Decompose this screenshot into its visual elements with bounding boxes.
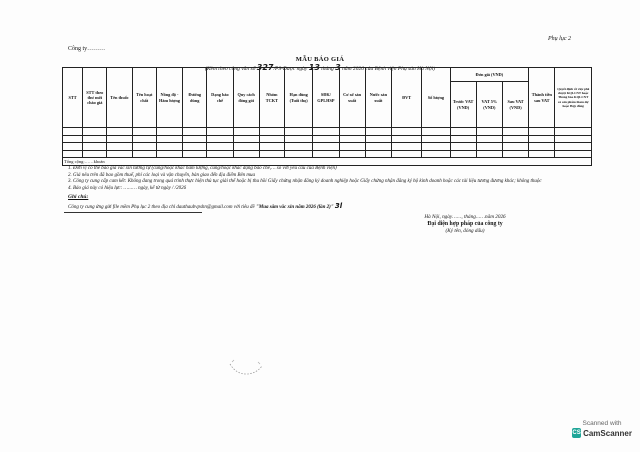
- table-cell: [259, 150, 284, 158]
- table-cell: [285, 143, 313, 151]
- table-cell: [132, 143, 156, 151]
- table-cell: [529, 135, 555, 143]
- table-cell: [529, 143, 555, 151]
- subtitle-prefix: (Kèm theo công văn số: [205, 66, 256, 72]
- table-cell: [285, 150, 313, 158]
- table-cell: [233, 150, 259, 158]
- note-item: 2. Giá nêu trên đã bao gồm thuế, phí các loại và vận chuyển, bàn giao đến địa điểm Bên mua: [68, 172, 256, 178]
- table-cell: [391, 150, 421, 158]
- table-cell: [422, 150, 450, 158]
- table-cell: [502, 150, 528, 158]
- col-group-unit-price: Đơn giá (VND): [450, 68, 529, 82]
- col-header-route: Đường dùng: [183, 68, 207, 128]
- table-cell: [207, 143, 233, 151]
- table-cell: [339, 128, 365, 136]
- handwritten-mark: 3l: [334, 202, 343, 210]
- col-header-before-vat: Trước VAT (VND): [450, 82, 476, 128]
- subtitle-suffix: năm 2026 của Bệnh viện Phụ sản Hà Nội): [342, 66, 435, 72]
- table-cell: [450, 150, 476, 158]
- table-cell: [422, 143, 450, 151]
- col-header-shelf-life: Hạn dùng (Tuổi thọ): [285, 68, 313, 128]
- representative-title: Đại diện hợp pháp của công ty: [427, 221, 503, 227]
- table-cell: [233, 135, 259, 143]
- col-header-country: Nước sản xuất: [365, 68, 391, 128]
- camscanner-icon: CS: [572, 430, 581, 436]
- table-cell: [313, 128, 339, 136]
- col-header-concentration: Nồng độ - Hàm lượng: [156, 68, 182, 128]
- col-header-active-ingredient: Tên hoạt chất: [132, 68, 156, 128]
- table-cell: [63, 128, 83, 136]
- table-cell: [83, 135, 107, 143]
- sign-instruction: (Ký tên, đóng dấu): [445, 228, 485, 234]
- note-heading: Ghi chú:: [68, 194, 89, 200]
- table-cell: [555, 143, 592, 151]
- signature-block: [395, 214, 535, 235]
- table-cell: [339, 143, 365, 151]
- table-cell: [285, 128, 313, 136]
- table-cell: [365, 128, 391, 136]
- price-quote-table: [62, 67, 592, 166]
- col-header-packaging: Quy cách đóng gói: [233, 68, 259, 128]
- submission-instruction: [68, 202, 342, 210]
- table-cell: [259, 128, 284, 136]
- table-cell: [450, 128, 476, 136]
- table-cell: [132, 128, 156, 136]
- table-cell: [476, 128, 502, 136]
- col-header-vat: VAT 5% (VND): [476, 82, 502, 128]
- table-cell: [156, 143, 182, 151]
- place-date: Hà Nội, ngày……, tháng……năm 2026: [424, 214, 506, 220]
- table-row: [63, 150, 592, 158]
- table-cell: [391, 128, 421, 136]
- table-cell: [422, 135, 450, 143]
- divider: [64, 212, 202, 213]
- table-cell: [63, 143, 83, 151]
- col-header-manufacturer: Cơ sở sản xuất: [339, 68, 365, 128]
- note-item: 3. Công ty cung cấp cam kết: Không đang trong quá trình thực hiện thủ tục giải thể hoặc bị thu hồi Giấy chứng nhận đăng ký doanh nghiệp hoặc Giấy chứng nhận đăng ký hộ kinh doanh hoặc các tài liệu tương đương khác; không thuộc: [68, 179, 542, 185]
- table-cell: [183, 150, 207, 158]
- table-cell: [450, 135, 476, 143]
- table-cell: [83, 150, 107, 158]
- table-cell: [313, 143, 339, 151]
- table-cell: [63, 135, 83, 143]
- table-cell: [183, 128, 207, 136]
- table-cell: [259, 135, 284, 143]
- col-header-drug-name: Tên thuốc: [107, 68, 132, 128]
- email-subject: "Mua sắm vắc xin năm 2026 (lần 2)": [255, 205, 334, 210]
- table-cell: [107, 135, 132, 143]
- table-cell: [83, 143, 107, 151]
- table-row: [63, 128, 592, 136]
- table-cell: [107, 128, 132, 136]
- table-cell: [422, 128, 450, 136]
- col-header-registration: SĐK/ GPLHSP: [313, 68, 339, 128]
- subtitle-mid2: tháng: [321, 66, 334, 72]
- table-cell: [450, 143, 476, 151]
- table-body: [63, 128, 592, 166]
- table-cell: [63, 150, 83, 158]
- faint-stamp-mark: [226, 358, 266, 380]
- col-header-stt-invite: STT theo thư mời chào giá: [83, 68, 107, 128]
- col-header-amount: Thành tiền sau VAT: [529, 68, 555, 128]
- note-item: 4. Báo giá này có hiệu lực: ……… ngày, kể từ ngày / /2026: [68, 185, 187, 191]
- table-row: [63, 135, 592, 143]
- notes-list: [68, 166, 608, 192]
- table-cell: [529, 128, 555, 136]
- brand-row: [572, 428, 632, 438]
- note-item: 1. Đơn vị có thể báo giá vắc xin tương tự (cùng/hoặc khác hàm lượng, cùng/hoặc khác dạng bào chế,… so với yêu cầu của Bệnh viện): [68, 166, 337, 171]
- table-cell: [339, 135, 365, 143]
- page-title: MẪU BÁO GIÁ: [295, 56, 345, 63]
- table-cell: [365, 143, 391, 151]
- table-cell: [207, 150, 233, 158]
- table-cell: [365, 135, 391, 143]
- total-label: Tổng cộng:……khoản: [63, 158, 592, 166]
- table-cell: [183, 143, 207, 151]
- table-cell: [502, 135, 528, 143]
- table-cell: [132, 135, 156, 143]
- instruction-text: Công ty cung ứng gửi file mềm Phụ lục 2 theo địa chỉ dauthaubvpshn@gmail.com với tiêu đề: [68, 205, 255, 210]
- col-header-stt: STT: [63, 68, 83, 128]
- table-cell: [502, 128, 528, 136]
- col-header-decision: Quyết định về việc phê duyệt KQLCNT hoặc Thông báo KQLCNT có sản phẩm tham dự hoặc Hợp đồng: [555, 68, 592, 128]
- table-cell: [83, 128, 107, 136]
- table-cell: [107, 143, 132, 151]
- table-cell: [555, 128, 592, 136]
- table-cell: [476, 143, 502, 151]
- table-cell: [207, 135, 233, 143]
- table-cell: [313, 135, 339, 143]
- table-cell: [156, 135, 182, 143]
- table-cell: [391, 135, 421, 143]
- col-header-dosage-form: Dạng bào chế: [207, 68, 233, 128]
- col-header-unit: ĐVT: [391, 68, 421, 128]
- table-cell: [233, 143, 259, 151]
- table-cell: [555, 135, 592, 143]
- company-label: Công ty………: [68, 46, 106, 52]
- table-cell: [259, 143, 284, 151]
- table-cell: [529, 150, 555, 158]
- doc-number: 327: [256, 63, 274, 72]
- appendix-label: Phụ lục 2: [548, 36, 571, 42]
- table-cell: [555, 150, 592, 158]
- table-cell: [476, 150, 502, 158]
- table-cell: [183, 135, 207, 143]
- col-header-after-vat: Sau VAT (VND): [502, 82, 528, 128]
- camscanner-watermark: [572, 420, 632, 438]
- table-cell: [285, 135, 313, 143]
- table-cell: [207, 128, 233, 136]
- table-cell: [132, 150, 156, 158]
- table-cell: [365, 150, 391, 158]
- table-cell: [156, 150, 182, 158]
- col-header-tech-group: Nhóm TCKT: [259, 68, 284, 128]
- col-header-quantity: Số lượng: [422, 68, 450, 128]
- brand-name: CamScanner: [583, 428, 632, 438]
- doc-month: 3: [335, 63, 341, 72]
- subtitle-mid1: /PS-Dược ngày: [273, 66, 308, 72]
- header-row-1: [63, 68, 592, 82]
- scanned-with-label: Scanned with: [582, 420, 622, 427]
- table-cell: [107, 150, 132, 158]
- table-cell: [339, 150, 365, 158]
- table-row: [63, 143, 592, 151]
- table-cell: [233, 128, 259, 136]
- table-cell: [391, 143, 421, 151]
- total-row: [63, 158, 592, 166]
- doc-day: 13: [308, 63, 320, 72]
- table-cell: [156, 128, 182, 136]
- table-cell: [502, 143, 528, 151]
- table-cell: [476, 135, 502, 143]
- table-cell: [313, 150, 339, 158]
